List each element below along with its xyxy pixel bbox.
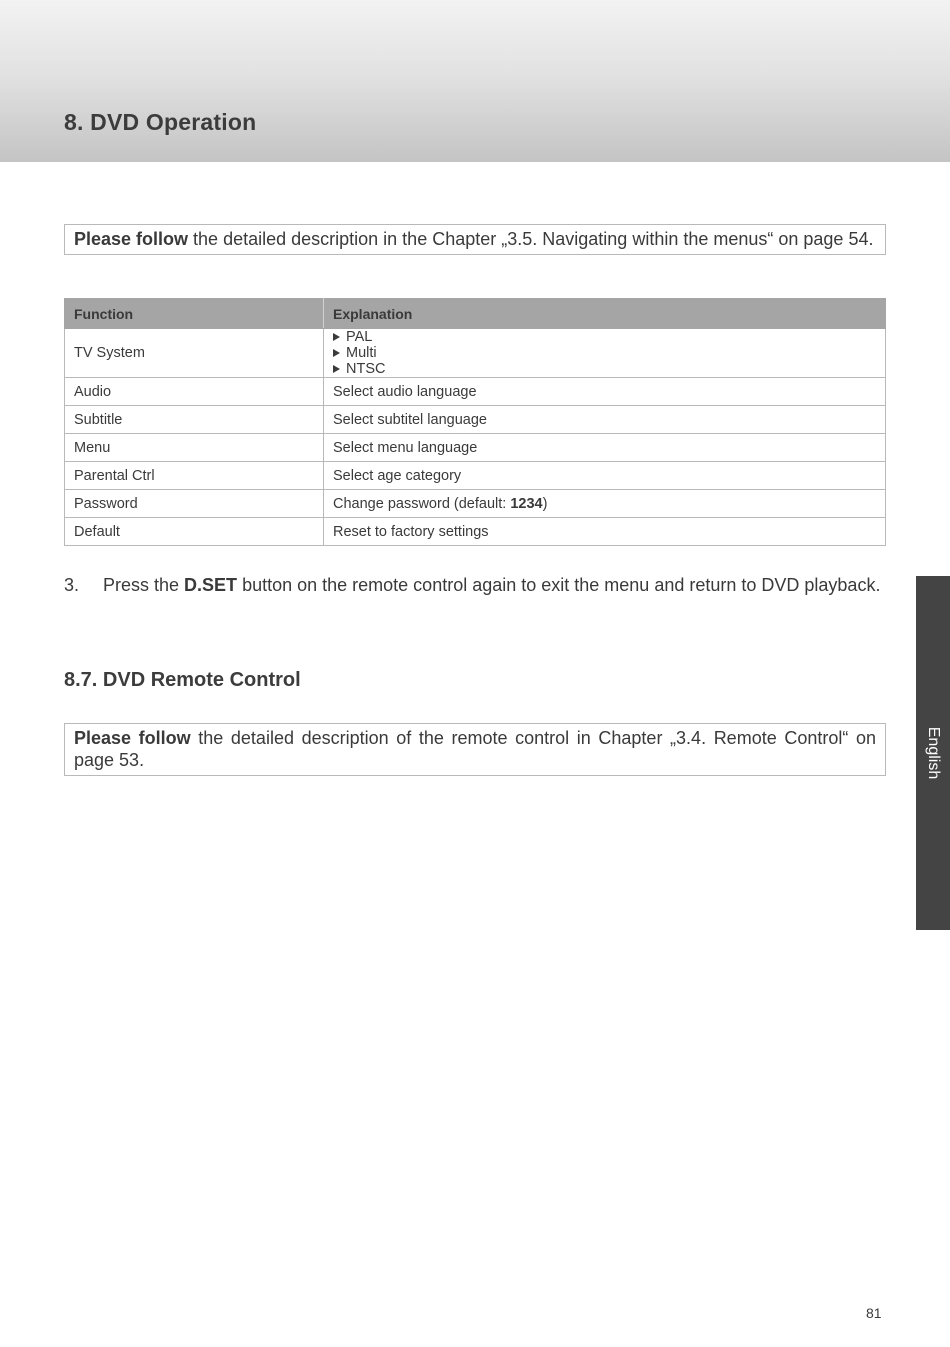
explanation-cell: Select menu language — [324, 434, 886, 462]
table-row — [65, 518, 886, 546]
page-number: 81 — [866, 1305, 882, 1321]
option-label: Multi — [346, 345, 377, 361]
settings-table — [64, 298, 886, 546]
note-text: the detailed description of the remote control in Chapter „3.4. Remote Control“ on page 53. — [74, 728, 876, 770]
column-header-explanation: Explanation — [324, 299, 886, 329]
table-row — [65, 490, 886, 518]
option-label: NTSC — [346, 361, 386, 377]
table-row — [65, 462, 886, 490]
function-cell: Menu — [65, 434, 324, 462]
explanation-text: Change password (default: — [333, 495, 511, 512]
function-cell: Password — [65, 490, 324, 518]
arrow-right-icon — [333, 333, 340, 341]
option-item — [333, 361, 876, 377]
note-box-navigation — [64, 224, 886, 255]
default-password: 1234 — [510, 495, 543, 512]
function-cell: TV System — [65, 329, 324, 378]
note-box-remote — [64, 723, 886, 776]
explanation-cell: Select age category — [324, 462, 886, 490]
option-item — [333, 329, 876, 345]
explanation-cell: Reset to factory settings — [324, 518, 886, 546]
table-row — [65, 329, 886, 378]
table-row — [65, 406, 886, 434]
step-text — [103, 574, 886, 596]
step-text-part: Press the — [103, 575, 185, 595]
step-3 — [64, 574, 886, 596]
header-band — [0, 0, 950, 162]
section-title: 8.7. DVD Remote Control — [64, 669, 301, 691]
explanation-cell: Select subtitel language — [324, 406, 886, 434]
column-header-function: Function — [65, 299, 324, 329]
arrow-right-icon — [333, 349, 340, 357]
note-emphasis: Please follow — [74, 728, 191, 748]
explanation-cell: Select audio language — [324, 378, 886, 406]
language-side-tab — [916, 576, 950, 930]
function-cell: Default — [65, 518, 324, 546]
option-item — [333, 345, 876, 361]
note-text: the detailed description in the Chapter „3.5. Navigating within the menus“ on page 54. — [188, 229, 874, 249]
option-label: PAL — [346, 329, 373, 345]
function-cell: Audio — [65, 378, 324, 406]
function-cell: Parental Ctrl — [65, 462, 324, 490]
table-row — [65, 434, 886, 462]
table-header-row — [65, 299, 886, 329]
table-row — [65, 378, 886, 406]
explanation-cell — [324, 329, 886, 378]
step-text-part: button on the remote control again to exit the menu and return to DVD playback. — [237, 575, 881, 595]
note-emphasis: Please follow — [74, 229, 189, 249]
page-title: 8. DVD Operation — [64, 109, 257, 135]
function-cell: Subtitle — [65, 406, 324, 434]
explanation-text: ) — [542, 495, 548, 512]
arrow-right-icon — [333, 365, 340, 373]
button-name: D.SET — [184, 575, 238, 595]
side-tab-label: English — [925, 726, 942, 780]
explanation-cell — [324, 490, 886, 518]
step-number: 3. — [64, 575, 80, 595]
